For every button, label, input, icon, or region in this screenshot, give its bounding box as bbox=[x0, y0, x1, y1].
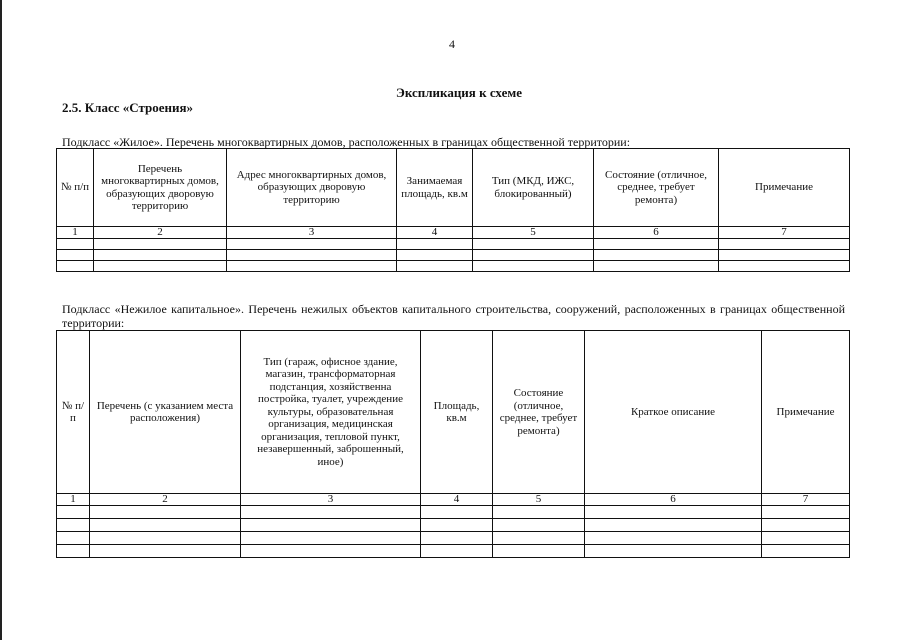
residential-buildings-table bbox=[56, 148, 850, 272]
column-number-cell: 7 bbox=[762, 494, 850, 506]
table-cell[interactable] bbox=[57, 250, 94, 261]
column-header: № п/п bbox=[57, 149, 94, 227]
table-cell[interactable] bbox=[397, 261, 473, 272]
column-number-cell: 1 bbox=[57, 227, 94, 239]
table-cell[interactable] bbox=[241, 532, 421, 545]
column-header: Тип (гараж, офисное здание, магазин, трансформаторная подстанция, хозяйственна постройка, туалет, учреждение культуры, образовательная организация, медицинская организация, тепловой пункт, незавершенный, заброшенный, иное) bbox=[241, 331, 421, 494]
table-cell[interactable] bbox=[493, 519, 585, 532]
table-cell[interactable] bbox=[762, 545, 850, 558]
table-row bbox=[57, 239, 850, 250]
table-cell[interactable] bbox=[762, 506, 850, 519]
table-cell[interactable] bbox=[719, 250, 850, 261]
table-cell[interactable] bbox=[493, 532, 585, 545]
column-number-cell: 5 bbox=[493, 494, 585, 506]
table-cell[interactable] bbox=[585, 519, 762, 532]
nonresidential-buildings-table bbox=[56, 330, 850, 558]
table-cell[interactable] bbox=[493, 545, 585, 558]
table-cell[interactable] bbox=[57, 545, 90, 558]
column-header: Краткое описание bbox=[585, 331, 762, 494]
table-header-row bbox=[57, 331, 850, 494]
table-cell[interactable] bbox=[594, 239, 719, 250]
table-cell[interactable] bbox=[473, 239, 594, 250]
table-cell[interactable] bbox=[94, 239, 227, 250]
section-heading: 2.5. Класс «Строения» bbox=[62, 100, 194, 115]
column-number-cell: 2 bbox=[90, 494, 241, 506]
table-cell[interactable] bbox=[397, 239, 473, 250]
table-cell[interactable] bbox=[473, 250, 594, 261]
nonresidential-subclass-caption: Подкласс «Нежилое капитальное». Перечень нежилых объектов капитального строительства, сооружений, расположенных в границах общественной территории: bbox=[62, 302, 845, 330]
table-cell[interactable] bbox=[90, 545, 241, 558]
table-cell[interactable] bbox=[57, 261, 94, 272]
table-cell[interactable] bbox=[90, 506, 241, 519]
table-cell[interactable] bbox=[90, 532, 241, 545]
table-cell[interactable] bbox=[397, 250, 473, 261]
residential-subclass-caption: Подкласс «Жилое». Перечень многоквартирных домов, расположенных в границах общественной территории: bbox=[62, 135, 631, 149]
table-row bbox=[57, 261, 850, 272]
table-header-row bbox=[57, 149, 850, 227]
column-number-cell: 7 bbox=[719, 227, 850, 239]
table-cell[interactable] bbox=[94, 250, 227, 261]
page-number: 4 bbox=[449, 37, 455, 51]
table-cell[interactable] bbox=[594, 261, 719, 272]
table-cell[interactable] bbox=[585, 506, 762, 519]
column-number-cell: 5 bbox=[473, 227, 594, 239]
table-row bbox=[57, 532, 850, 545]
column-header: Перечень многоквартирных домов, образующих дворовую территорию bbox=[94, 149, 227, 227]
column-header: Примечание bbox=[762, 331, 850, 494]
table-cell[interactable] bbox=[421, 532, 493, 545]
column-header: № п/п bbox=[57, 331, 90, 494]
table-cell[interactable] bbox=[493, 506, 585, 519]
column-number-cell: 6 bbox=[594, 227, 719, 239]
column-header: Состояние (отличное, среднее, требует ремонта) bbox=[594, 149, 719, 227]
table-cell[interactable] bbox=[719, 261, 850, 272]
column-number-cell: 4 bbox=[421, 494, 493, 506]
column-number-cell: 3 bbox=[227, 227, 397, 239]
table-cell[interactable] bbox=[594, 250, 719, 261]
table-row bbox=[57, 506, 850, 519]
table-cell[interactable] bbox=[57, 519, 90, 532]
table-cell[interactable] bbox=[421, 506, 493, 519]
table-cell[interactable] bbox=[585, 532, 762, 545]
table-cell[interactable] bbox=[421, 545, 493, 558]
column-header: Занимаемая площадь, кв.м bbox=[397, 149, 473, 227]
table-cell[interactable] bbox=[719, 239, 850, 250]
table-cell[interactable] bbox=[227, 250, 397, 261]
column-header: Тип (МКД, ИЖС, блокированный) bbox=[473, 149, 594, 227]
page-edge-line bbox=[0, 0, 2, 640]
table-cell[interactable] bbox=[227, 261, 397, 272]
column-number-row bbox=[57, 227, 850, 239]
table-cell[interactable] bbox=[227, 239, 397, 250]
column-header: Примечание bbox=[719, 149, 850, 227]
table-cell[interactable] bbox=[585, 545, 762, 558]
table-row bbox=[57, 545, 850, 558]
column-header: Площадь, кв.м bbox=[421, 331, 493, 494]
document-title: Экспликация к схеме bbox=[396, 85, 522, 100]
table-cell[interactable] bbox=[57, 532, 90, 545]
column-number-cell: 1 bbox=[57, 494, 90, 506]
column-number-cell: 6 bbox=[585, 494, 762, 506]
table-cell[interactable] bbox=[241, 506, 421, 519]
column-number-cell: 4 bbox=[397, 227, 473, 239]
table-cell[interactable] bbox=[241, 519, 421, 532]
table-row bbox=[57, 250, 850, 261]
table-cell[interactable] bbox=[473, 261, 594, 272]
column-header: Состояние (отличное, среднее, требует ремонта) bbox=[493, 331, 585, 494]
table-cell[interactable] bbox=[57, 239, 94, 250]
column-header: Адрес многоквартирных домов, образующих дворовую территорию bbox=[227, 149, 397, 227]
table-cell[interactable] bbox=[241, 545, 421, 558]
table-cell[interactable] bbox=[90, 519, 241, 532]
table-cell[interactable] bbox=[762, 519, 850, 532]
table-row bbox=[57, 519, 850, 532]
table-cell[interactable] bbox=[762, 532, 850, 545]
column-header: Перечень (с указанием места расположения) bbox=[90, 331, 241, 494]
column-number-cell: 3 bbox=[241, 494, 421, 506]
column-number-cell: 2 bbox=[94, 227, 227, 239]
table-cell[interactable] bbox=[57, 506, 90, 519]
table-cell[interactable] bbox=[94, 261, 227, 272]
column-number-row bbox=[57, 494, 850, 506]
table-cell[interactable] bbox=[421, 519, 493, 532]
